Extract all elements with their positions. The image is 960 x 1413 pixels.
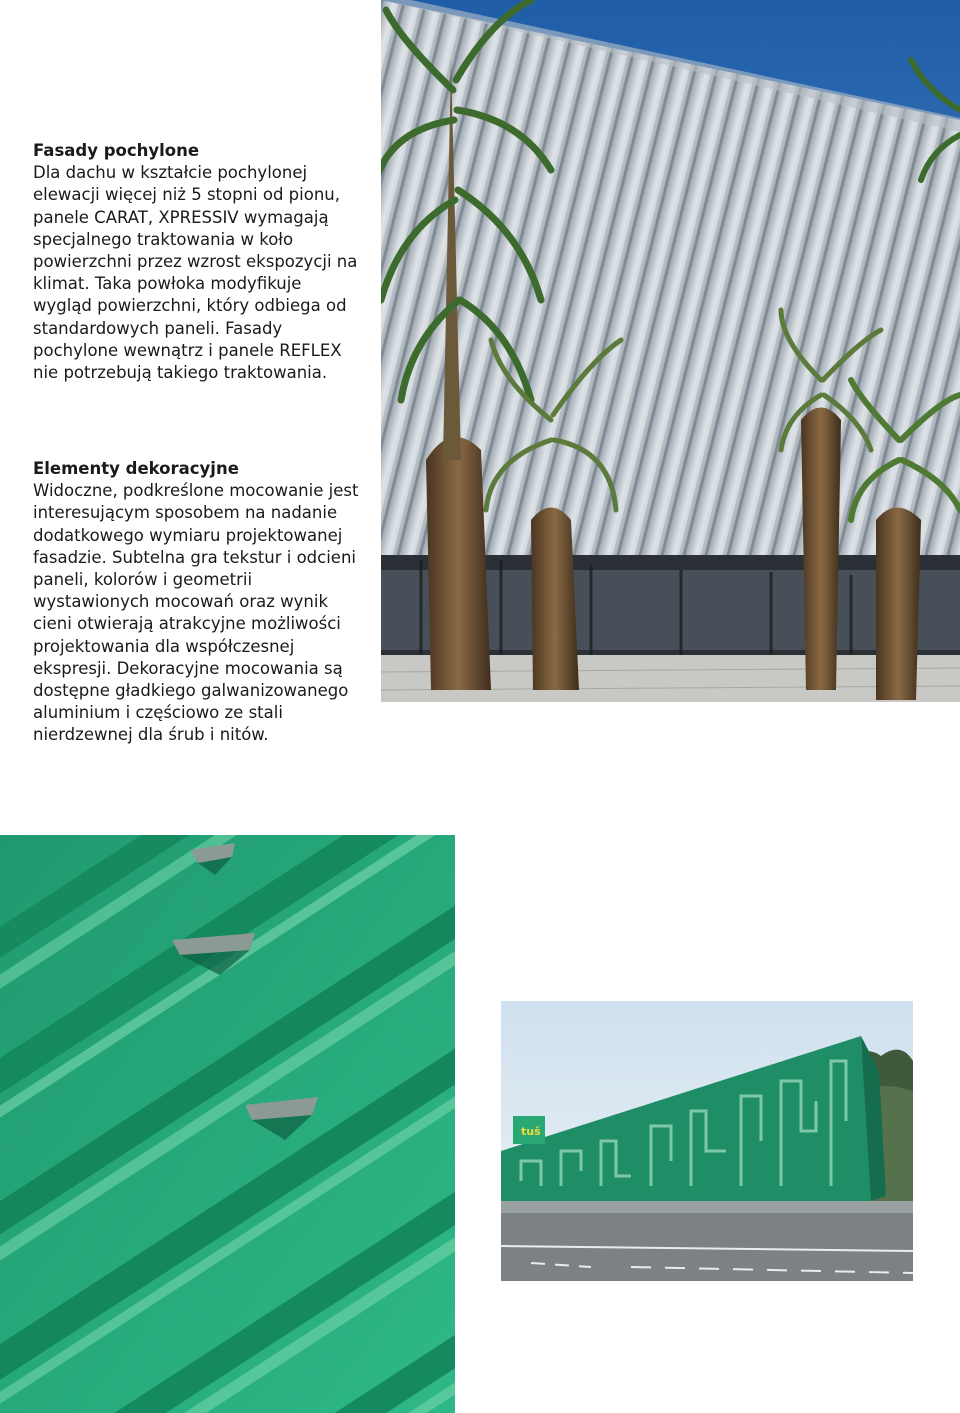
section-body: Widoczne, podkreślone mocowanie jest interesującym sposobem na nadanie dodatkowego wymiaru projektowanej fasadzie. Subtelna gra tekstur i odcieni paneli, kolorów i geometrii wystawionych mocowań oraz wynik cieni otwierają atrakcyjne możliwości projektowania dla współczesnej ekspresji. Dekoracyjne mocowania są dostępne gładkiego galwanizowanego aluminium i częściowo ze stali nierdzewnej dla śrub i nitów.: [33, 481, 359, 745]
photo-green-panels-closeup: [0, 835, 455, 1413]
section-decorative-elements: [33, 458, 363, 747]
section-body: Dla dachu w kształcie pochylonej elewacji więcej niż 5 stopni od pionu, panele CARAT, XPRESSIV wymagają specjalnego traktowania w koło powierzchni przez wzrost ekspozycji na klimat. Taka powłoka modyfikuje wygląd powierzchni, który odbiega od standardowych paneli. Fasady pochylone wewnątrz i panele REFLEX nie potrzebują takiego traktowania.: [33, 163, 358, 383]
photo-palm-trees-facade: [381, 0, 960, 702]
section-sloped-facades: [33, 140, 363, 384]
section-heading: Elementy dekoracyjne: [33, 459, 239, 478]
section-heading: Fasady pochylone: [33, 141, 200, 160]
store-sign-text: tuš: [521, 1125, 541, 1138]
photo-store-building: [501, 1001, 913, 1281]
